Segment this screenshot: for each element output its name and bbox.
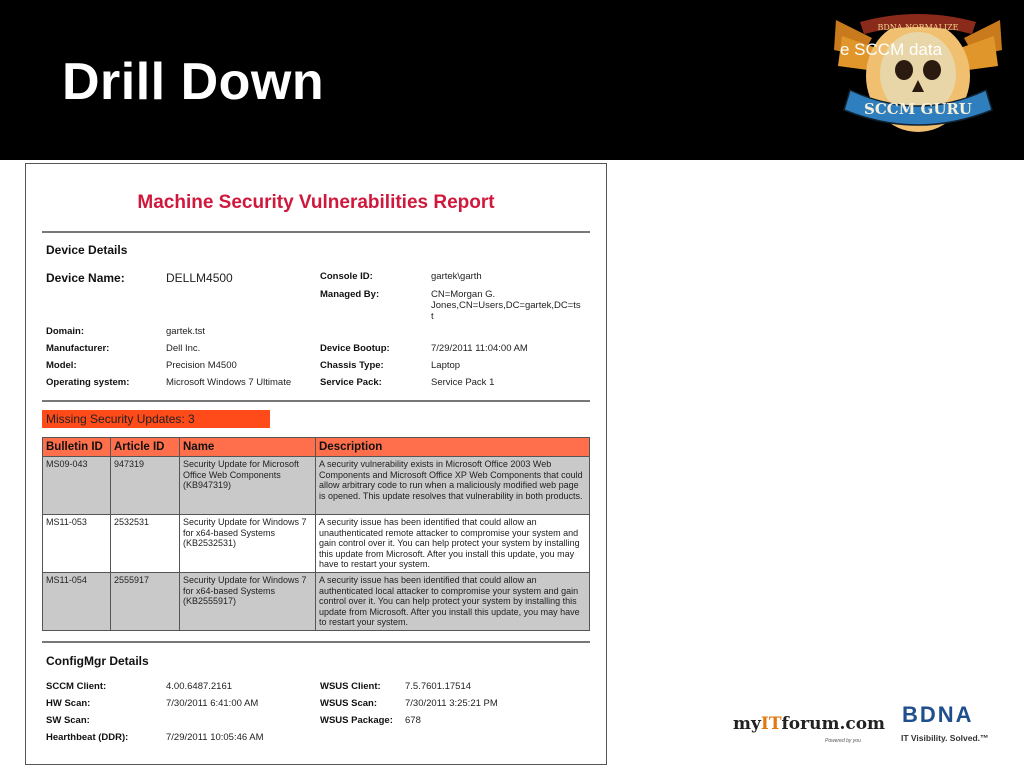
heartbeat-label: Hearthbeat (DDR):	[46, 732, 129, 743]
column-header: Name	[180, 438, 316, 457]
service-pack-label: Service Pack:	[320, 377, 382, 388]
managed-by-line-3: t	[431, 311, 434, 322]
description-cell: A security vulnerability exists in Microsoft Office 2003 Web Components and Microsoft Office XP Web Components that could allow arbitrary code to run when a maliciously modified web page is opened. This update resolves that vulnerability in both products.	[316, 457, 590, 515]
divider	[42, 231, 590, 233]
managed-by-line-2: Jones,CN=Users,DC=gartek,DC=ts	[431, 300, 581, 311]
column-header: Description	[316, 438, 590, 457]
sccm-client-label: SCCM Client:	[46, 681, 107, 692]
managed-by-line-1: CN=Morgan G.	[431, 289, 496, 300]
domain-label: Domain:	[46, 326, 84, 337]
bdna-tagline: IT Visibility. Solved.™	[901, 733, 989, 743]
sccm-guru-logo	[832, 10, 1004, 142]
vulnerabilities-table	[42, 437, 590, 631]
article-id-cell: 947319	[111, 457, 180, 515]
wsus-scan-value: 7/30/2011 3:25:21 PM	[405, 698, 498, 709]
logo-banner-text: SCCM GURU	[864, 100, 972, 118]
device-name-label: Device Name:	[46, 271, 125, 285]
heartbeat-value: 7/29/2011 10:05:46 AM	[166, 732, 264, 743]
managed-by-label: Managed By:	[320, 289, 380, 300]
description-cell: A security issue has been identified that could allow an unauthenticated remote attacker to compromise your system and gain control over it. You can help protect your system by installing this update from Microsoft. After you install this update, you may have to restart your system.	[316, 515, 590, 573]
chassis-type-label: Chassis Type:	[320, 360, 384, 371]
console-id-value: gartek\garth	[431, 271, 482, 282]
os-value: Microsoft Windows 7 Ultimate	[166, 377, 292, 388]
table-header-row	[43, 438, 590, 457]
manufacturer-value: Dell Inc.	[166, 343, 201, 354]
name-cell: Security Update for Windows 7 for x64-based Systems (KB2555917)	[180, 573, 316, 631]
divider	[42, 400, 590, 402]
bulletin-id-cell: MS11-053	[43, 515, 111, 573]
missing-updates-bar: Missing Security Updates: 3	[42, 410, 270, 428]
column-header: Article ID	[111, 438, 180, 457]
manufacturer-label: Manufacturer:	[46, 343, 110, 354]
sccm-client-value: 4.00.6487.2161	[166, 681, 233, 692]
table-row	[43, 457, 590, 515]
bulletin-id-cell: MS11-054	[43, 573, 111, 631]
overlay-caption: e SCCM data	[840, 40, 943, 59]
device-details-heading: Device Details	[46, 243, 128, 257]
myitforum-tagline: Powered by you	[825, 738, 861, 744]
os-label: Operating system:	[46, 377, 130, 388]
device-bootup-value: 7/29/2011 11:04:00 AM	[431, 343, 528, 354]
model-value: Precision M4500	[166, 360, 237, 371]
wsus-package-label: WSUS Package:	[320, 715, 393, 726]
name-cell: Security Update for Windows 7 for x64-based Systems (KB2532531)	[180, 515, 316, 573]
logo-top-text: BDNA NORMALIZE	[877, 23, 959, 32]
domain-value: gartek.tst	[166, 326, 206, 337]
myitforum-logo	[733, 714, 885, 734]
divider	[42, 641, 590, 643]
article-id-cell: 2555917	[111, 573, 180, 631]
bdna-logo: BDNA	[902, 702, 974, 727]
table-row	[43, 515, 590, 573]
console-id-label: Console ID:	[320, 271, 373, 282]
myitforum-suffix: forum.com	[781, 714, 886, 734]
name-cell: Security Update for Microsoft Office Web Components (KB947319)	[180, 457, 316, 515]
table-row	[43, 573, 590, 631]
device-name-value: DELLM4500	[166, 271, 233, 285]
hw-scan-value: 7/30/2011 6:41:00 AM	[166, 698, 259, 709]
security-report	[25, 163, 607, 765]
myitforum-prefix: my	[733, 714, 761, 734]
configmgr-heading: ConfigMgr Details	[46, 654, 149, 668]
report-title: Machine Security Vulnerabilities Report	[137, 192, 495, 213]
slide-title: Drill Down	[62, 53, 325, 111]
hw-scan-label: HW Scan:	[46, 698, 91, 709]
wsus-scan-label: WSUS Scan:	[320, 698, 378, 709]
article-id-cell: 2532531	[111, 515, 180, 573]
description-cell: A security issue has been identified that could allow an authenticated local attacker to compromise your system and gain control over it. You can help protect your system by installing this update from Microsoft. After you install this update, you may have to restart your system.	[316, 573, 590, 631]
wsus-package-value: 678	[405, 715, 421, 726]
chassis-type-value: Laptop	[431, 360, 461, 371]
service-pack-value: Service Pack 1	[431, 377, 495, 388]
model-label: Model:	[46, 360, 77, 371]
device-bootup-label: Device Bootup:	[320, 343, 390, 354]
bulletin-id-cell: MS09-043	[43, 457, 111, 515]
wsus-client-label: WSUS Client:	[320, 681, 381, 692]
wsus-client-value: 7.5.7601.17514	[405, 681, 472, 692]
column-header: Bulletin ID	[43, 438, 111, 457]
sw-scan-label: SW Scan:	[46, 715, 90, 726]
myitforum-it: IT	[760, 714, 782, 734]
